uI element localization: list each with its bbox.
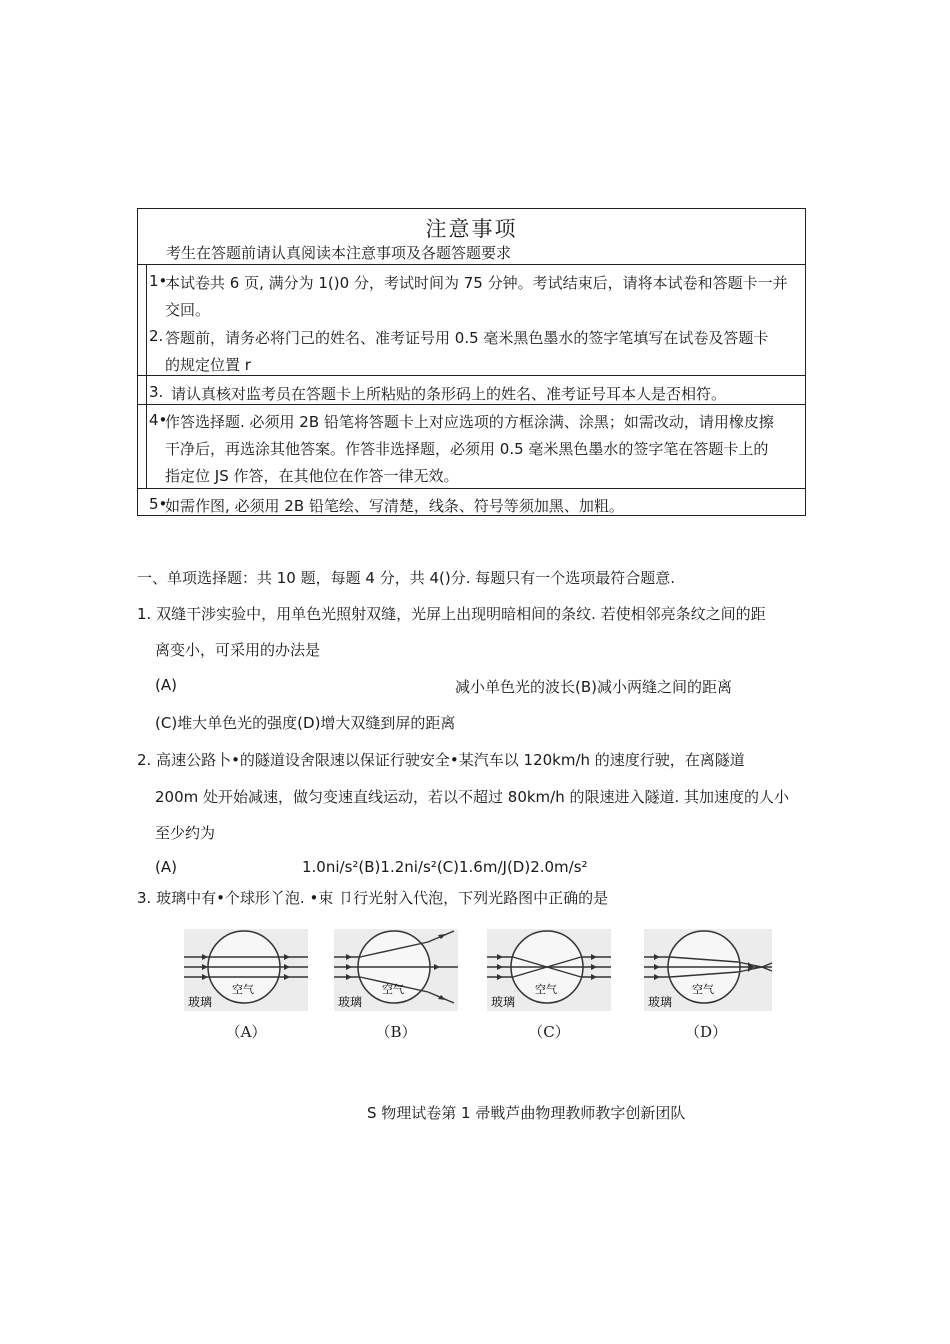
notice-item-2-line1: 答题前，请务必将门己的姓名、准考证号用 0.5 毫米黑色墨水的签字笔填写在试卷及答题卡: [165, 329, 769, 347]
air-label: 空气: [535, 983, 557, 996]
divider: [138, 264, 805, 265]
glass-label: 玻璃: [491, 995, 516, 1009]
q1-line1: 1. 双缝干涉实验中，用单色光照射双缝，光屏上出现明暗相间的条纹. 若使相邻亮条纹之间的距: [137, 605, 766, 623]
notice-item-1-num: 1•: [149, 272, 168, 290]
notice-item-4-line2: 干净后，再选涂其他答案。作答非选择题，必须用 0.5 毫米黑色墨水的签字笔在答题卡上的: [165, 440, 769, 458]
q3-line1: 3. 玻璃中有•个球形丫泡. •束 卩行光射入代泡，下列光路图中正确的是: [137, 889, 609, 907]
notice-item-2-num: 2.: [149, 327, 164, 345]
notice-item-1-line2: 交回。: [165, 301, 211, 319]
divider: [138, 404, 805, 405]
notice-item-4-line1: 作答选择题. 必须用 2B 铅笔将答题卡上对应选项的方框涂满、涂黑；如需改动，请用橡皮擦: [165, 413, 774, 431]
ray-diagram-b: [334, 929, 458, 1011]
figure-panel-a: [184, 929, 308, 1011]
q3-figure: [0, 929, 950, 1039]
caption-d: （D）: [684, 1023, 728, 1041]
ray-diagram-c: [487, 929, 611, 1011]
notice-box: [137, 208, 806, 516]
air-label: 空气: [382, 983, 404, 996]
page-footer: S 物理试卷第 1 帚戦芦曲物理教师教字创新团队: [367, 1104, 686, 1122]
q1-option-a-label: (A): [155, 676, 177, 694]
air-label: 空气: [692, 983, 714, 996]
q2-line3: 至少约为: [155, 824, 216, 842]
q1-options-cd: (C)堆大单色光的强度(D)增大双缝到屏的距离: [155, 714, 456, 732]
notice-item-5-line1: 如需作图, 必须用 2B 铅笔绘、写清楚，线条、符号等须加黑、加粗。: [165, 497, 624, 515]
q2-line1: 2. 高速公路卜•的隧道设舍限速以保证行驶安全•某汽车以 120km/h 的速度行驶，在离隧道: [137, 751, 745, 769]
glass-label: 玻璃: [338, 995, 363, 1009]
notice-item-5-num: 5•: [149, 495, 168, 513]
divider: [146, 264, 147, 489]
notice-subtitle: 考生在答题前请认真阅读本注意事项及各题答题要求: [166, 244, 512, 262]
glass-label: 玻璃: [188, 995, 213, 1009]
notice-item-3-num: 3.: [149, 383, 164, 401]
q2-option-label: (A): [155, 858, 177, 876]
notice-item-3-line1: 请认真核对监考员在答题卡上所粘贴的条形码上的姓名、准考证号耳本人是否相符。: [171, 385, 727, 403]
divider: [138, 375, 805, 376]
glass-label: 玻璃: [648, 995, 673, 1009]
notice-item-4-line3: 指定位 JS 作答，在其他位在作答一律无效。: [165, 467, 459, 485]
q1-options-ab: 减小单色光的波长(B)减小两缝之间的距离: [455, 678, 732, 696]
notice-item-1-line1: 本试卷共 6 页, 满分为 1()0 分，考试时间为 75 分钟。考试结束后，请将本试卷和答题卡一并: [165, 274, 788, 292]
q1-line2: 离变小，可采用的办法是: [155, 641, 321, 659]
figure-panel-d: [644, 929, 772, 1011]
q2-line2: 200m 处开始减速，做匀变速直线运动，若以不超过 80km/h 的限速进入隧道. 其加速度的人小: [155, 788, 790, 806]
caption-b: （B）: [375, 1023, 417, 1041]
ray-diagram-a: [184, 929, 308, 1011]
figure-panel-b: [334, 929, 458, 1011]
caption-c: （C）: [528, 1023, 570, 1041]
caption-a: （A）: [225, 1023, 267, 1041]
divider: [138, 488, 805, 489]
section-heading: 一、单项选择题：共 10 题，每题 4 分，共 4()分. 每题只有一个选项最符合题意.: [137, 569, 676, 587]
notice-title: 注意事项: [425, 217, 518, 241]
air-label: 空气: [232, 983, 254, 996]
q2-options: 1.0ni/s²(B)1.2ni/s²(C)1.6m/J(D)2.0m/s²: [302, 858, 588, 876]
notice-item-4-num: 4•: [149, 411, 168, 429]
notice-item-2-line2: 的规定位置 r: [165, 356, 251, 374]
figure-panel-c: [487, 929, 611, 1011]
ray-diagram-d: [644, 929, 772, 1011]
